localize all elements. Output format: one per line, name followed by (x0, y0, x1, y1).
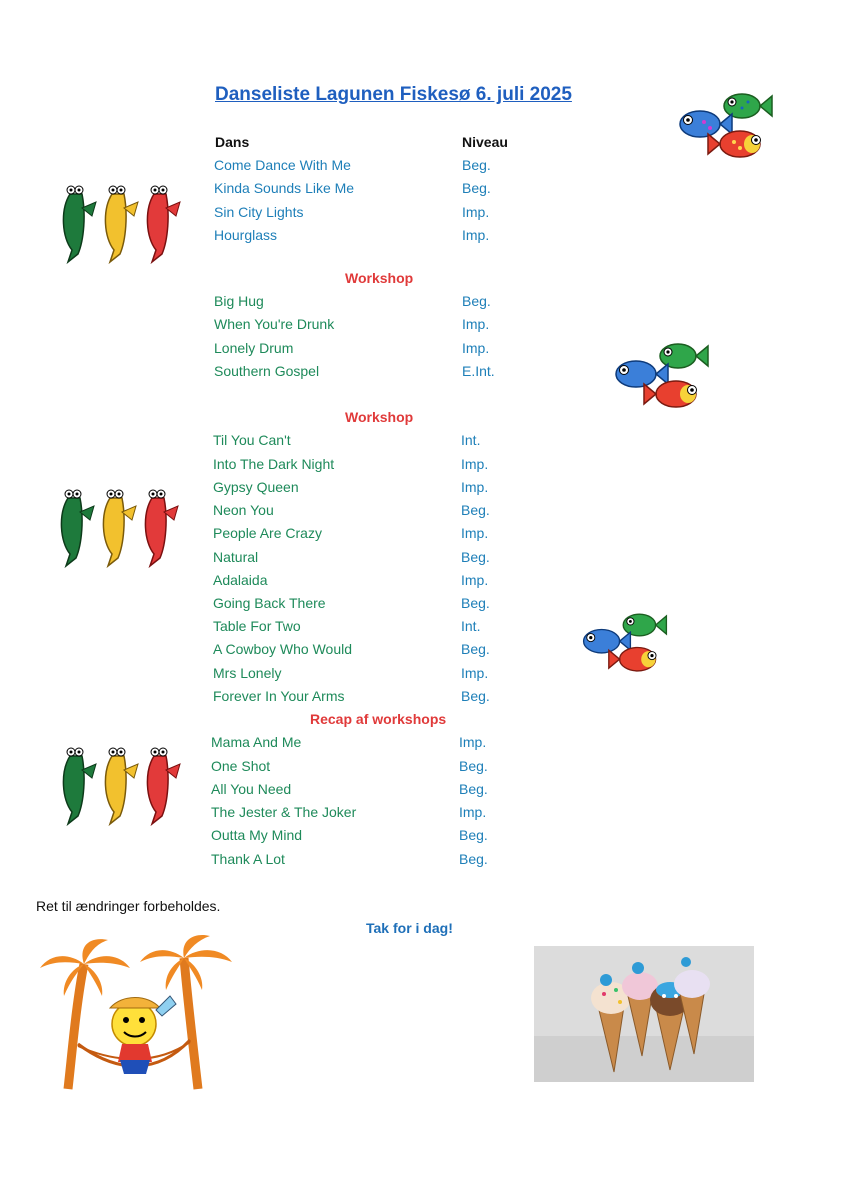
section-heading: Workshop (345, 270, 414, 286)
dance-level: Beg. (461, 549, 490, 565)
dance-name: Big Hug (214, 293, 264, 309)
dance-level: Int. (461, 432, 481, 448)
dance-level: Beg. (459, 758, 488, 774)
dance-name: Til You Can't (213, 432, 291, 448)
dance-name: Forever In Your Arms (213, 688, 345, 704)
dance-level: E.Int. (462, 363, 495, 379)
three-standing-fish-icon (56, 180, 188, 268)
dance-name: Lonely Drum (214, 340, 294, 356)
dance-level: Imp. (459, 804, 487, 820)
dance-name: Thank A Lot (211, 851, 285, 867)
dance-name: A Cowboy Who Would (213, 641, 353, 657)
dance-name: Southern Gospel (214, 363, 320, 379)
dance-level: Beg. (461, 641, 490, 657)
dance-level: Imp. (462, 204, 490, 220)
dance-name: Table For Two (213, 618, 301, 634)
dance-level: Imp. (461, 479, 489, 495)
dance-level: Beg. (462, 157, 491, 173)
dance-name: Adalaida (213, 572, 268, 588)
dance-level: Imp. (462, 316, 490, 332)
closing-text: Tak for i dag! (366, 920, 453, 936)
dance-name: Into The Dark Night (213, 456, 335, 472)
dance-level: Beg. (459, 851, 488, 867)
section-heading: Workshop (345, 409, 414, 425)
three-standing-fish-icon (54, 484, 186, 572)
dance-name: Mrs Lonely (213, 665, 282, 681)
dance-name: Mama And Me (211, 734, 302, 750)
three-fish-school-icon (580, 608, 670, 678)
dance-level: Beg. (461, 595, 490, 611)
dance-level: Imp. (461, 456, 489, 472)
dance-name: Gypsy Queen (213, 479, 299, 495)
dance-name: One Shot (211, 758, 271, 774)
dance-name: Kinda Sounds Like Me (214, 180, 355, 196)
dance-level: Imp. (462, 227, 490, 243)
ice-cream-cones-photo (534, 946, 754, 1082)
dance-level: Beg. (461, 688, 490, 704)
dance-name: Going Back There (213, 595, 326, 611)
three-standing-fish-icon (56, 742, 188, 830)
dance-level: Beg. (459, 781, 488, 797)
dance-level: Imp. (459, 734, 487, 750)
dance-name: Come Dance With Me (214, 157, 351, 173)
dance-name: Natural (213, 549, 259, 565)
dance-name: People Are Crazy (213, 525, 322, 541)
dance-column-header: Dans (215, 134, 250, 150)
dance-level: Beg. (462, 180, 491, 196)
palm-tree-hammock-sun-icon (38, 934, 248, 1094)
dance-level: Beg. (459, 827, 488, 843)
dance-level: Beg. (462, 293, 491, 309)
dance-level: Int. (461, 618, 481, 634)
dance-name: Outta My Mind (211, 827, 303, 843)
page-title: Danseliste Lagunen Fiskesø 6. juli 2025 (215, 84, 572, 105)
dance-level: Imp. (461, 572, 489, 588)
dance-level: Imp. (461, 665, 489, 681)
dance-level: Imp. (461, 525, 489, 541)
dance-name: Sin City Lights (214, 204, 304, 220)
three-fish-school-icon (676, 88, 776, 164)
level-column-header: Niveau (462, 134, 508, 150)
dance-level: Imp. (462, 340, 490, 356)
section-heading: Recap af workshops (310, 711, 447, 727)
dance-level: Beg. (461, 502, 490, 518)
dance-name: Neon You (213, 502, 274, 518)
footer-note: Ret til ændringer forbeholdes. (36, 898, 221, 914)
dance-name: Hourglass (214, 227, 278, 243)
dance-name: All You Need (211, 781, 292, 797)
dance-name: The Jester & The Joker (211, 804, 357, 820)
three-fish-school-icon (612, 338, 712, 414)
dance-name: When You're Drunk (214, 316, 335, 332)
